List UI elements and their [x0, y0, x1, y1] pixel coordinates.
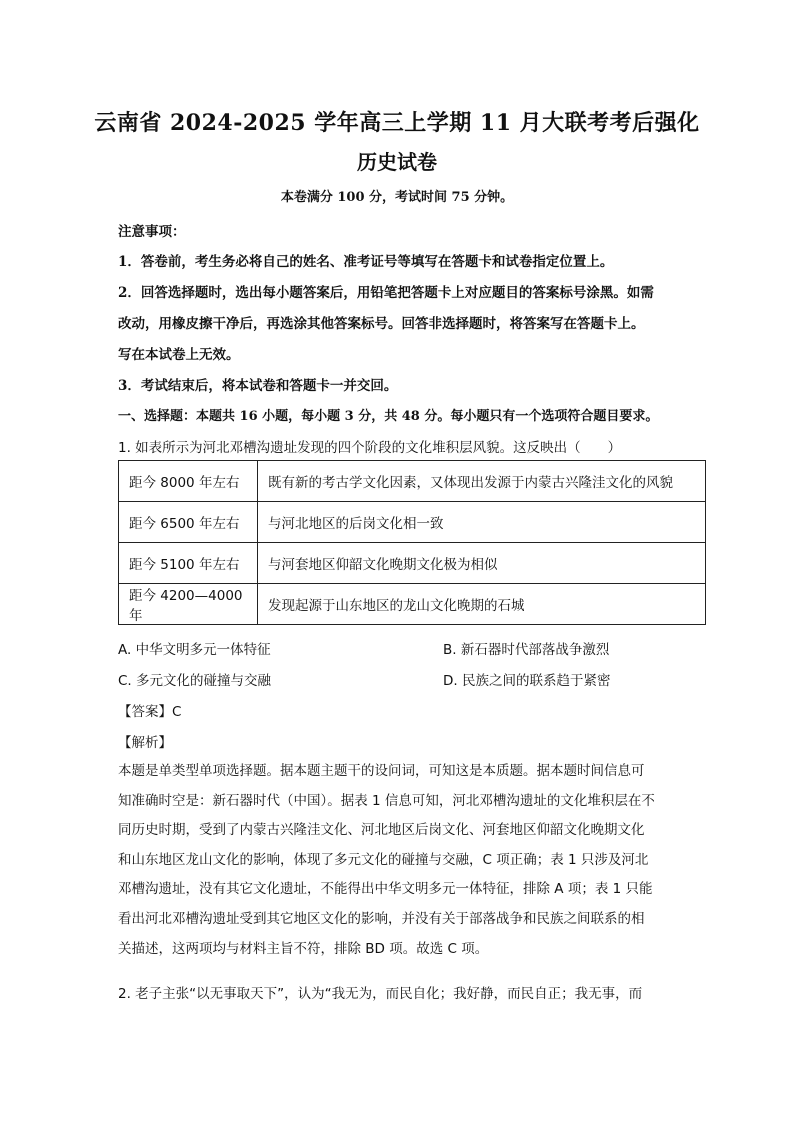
- notes-item-2-line-3: 写在本试卷上无效。: [118, 347, 240, 363]
- notes-item-3: 3．考试结束后，将本试卷和答题卡一并交回。: [118, 378, 398, 394]
- exam-subject: 历史试卷: [357, 150, 437, 174]
- analysis-line: 关描述，这两项均与材料主旨不符，排除 BD 项。故选 C 项。: [118, 940, 489, 957]
- table-cell-period: 距今 8000 年左右: [119, 461, 258, 502]
- analysis-line: 知准确时空是：新石器时代（中国）。据表 1 信息可知，河北邓槽沟遗址的文化堆积层在不: [118, 792, 655, 809]
- analysis-line: 邓槽沟遗址，没有其它文化遗址，不能得出中华文明多元一体特征，排除 A 项；表 1 只能: [118, 881, 653, 898]
- table-cell-desc: 与河套地区仰韶文化晚期文化极为相似: [258, 543, 706, 584]
- answer: 【答案】C: [118, 704, 182, 720]
- option-a: A. 中华文明多元一体特征: [118, 642, 271, 658]
- table-cell-desc: 既有新的考古学文化因素，又体现出发源于内蒙古兴隆洼文化的风貌: [258, 461, 706, 502]
- table-cell-desc: 发现起源于山东地区的龙山文化晚期的石城: [258, 584, 706, 625]
- exam-title: 云南省 2024-2025 学年高三上学期 11 月大联考考后强化: [94, 110, 700, 136]
- section-1-heading: 一、选择题：本题共 16 小题，每小题 3 分，共 48 分。每小题只有一个选项符合题目要求。: [118, 409, 659, 424]
- analysis-line: 看出河北邓槽沟遗址受到其它地区文化的影响，并没有关于部落战争和民族之间联系的相: [118, 910, 645, 927]
- question-1-table: [118, 460, 706, 625]
- exam-info: 本卷满分 100 分，考试时间 75 分钟。: [280, 190, 514, 205]
- table-cell-period: 距今 6500 年左右: [119, 502, 258, 543]
- table-row: [119, 502, 706, 543]
- notes-item-1: 1．答卷前，考生务必将自己的姓名、准考证号等填写在答题卡和试卷指定位置上。: [118, 254, 614, 270]
- analysis-text: [118, 757, 678, 964]
- notes-item-2-line-1: 2．回答选择题时，选出每小题答案后，用铅笔把答题卡上对应题目的答案标号涂黑。如需: [118, 285, 654, 301]
- analysis-line: 同历史时期，受到了内蒙古兴隆洼文化、河北地区后岗文化、河套地区仰韶文化晚期文化: [118, 822, 645, 839]
- analysis-heading: 【解析】: [118, 735, 172, 751]
- table-cell-desc: 与河北地区的后岗文化相一致: [258, 502, 706, 543]
- option-d: D. 民族之间的联系趋于紧密: [443, 673, 611, 689]
- table-row: [119, 461, 706, 502]
- notes-heading: 注意事项：: [118, 224, 186, 240]
- notes-item-2-line-2: 改动，用橡皮擦干净后，再选涂其他答案标号。回答非选择题时，将答案写在答题卡上。: [118, 316, 645, 332]
- analysis-line: 本题是单类型单项选择题。据本题主题干的设问词，可知这是本质题。据本题时间信息可: [118, 763, 645, 779]
- table-cell-period: 距今 4200—4000 年: [119, 584, 258, 625]
- table-row: [119, 584, 706, 625]
- table-row: [119, 543, 706, 584]
- analysis-line: 和山东地区龙山文化的影响，体现了多元文化的碰撞与交融，C 项正确；表 1 只涉及河北: [118, 851, 649, 868]
- option-c: C. 多元文化的碰撞与交融: [118, 673, 272, 689]
- table-cell-period: 距今 5100 年左右: [119, 543, 258, 584]
- question-2-stem: 2. 老子主张“以无事取天下”，认为“我无为，而民自化；我好静，而民自正；我无事，而: [118, 986, 643, 1002]
- question-1-stem: 1. 如表所示为河北邓槽沟遗址发现的四个阶段的文化堆积层风貌。这反映出（ ）: [118, 440, 622, 456]
- option-b: B. 新石器时代部落战争激烈: [443, 642, 610, 658]
